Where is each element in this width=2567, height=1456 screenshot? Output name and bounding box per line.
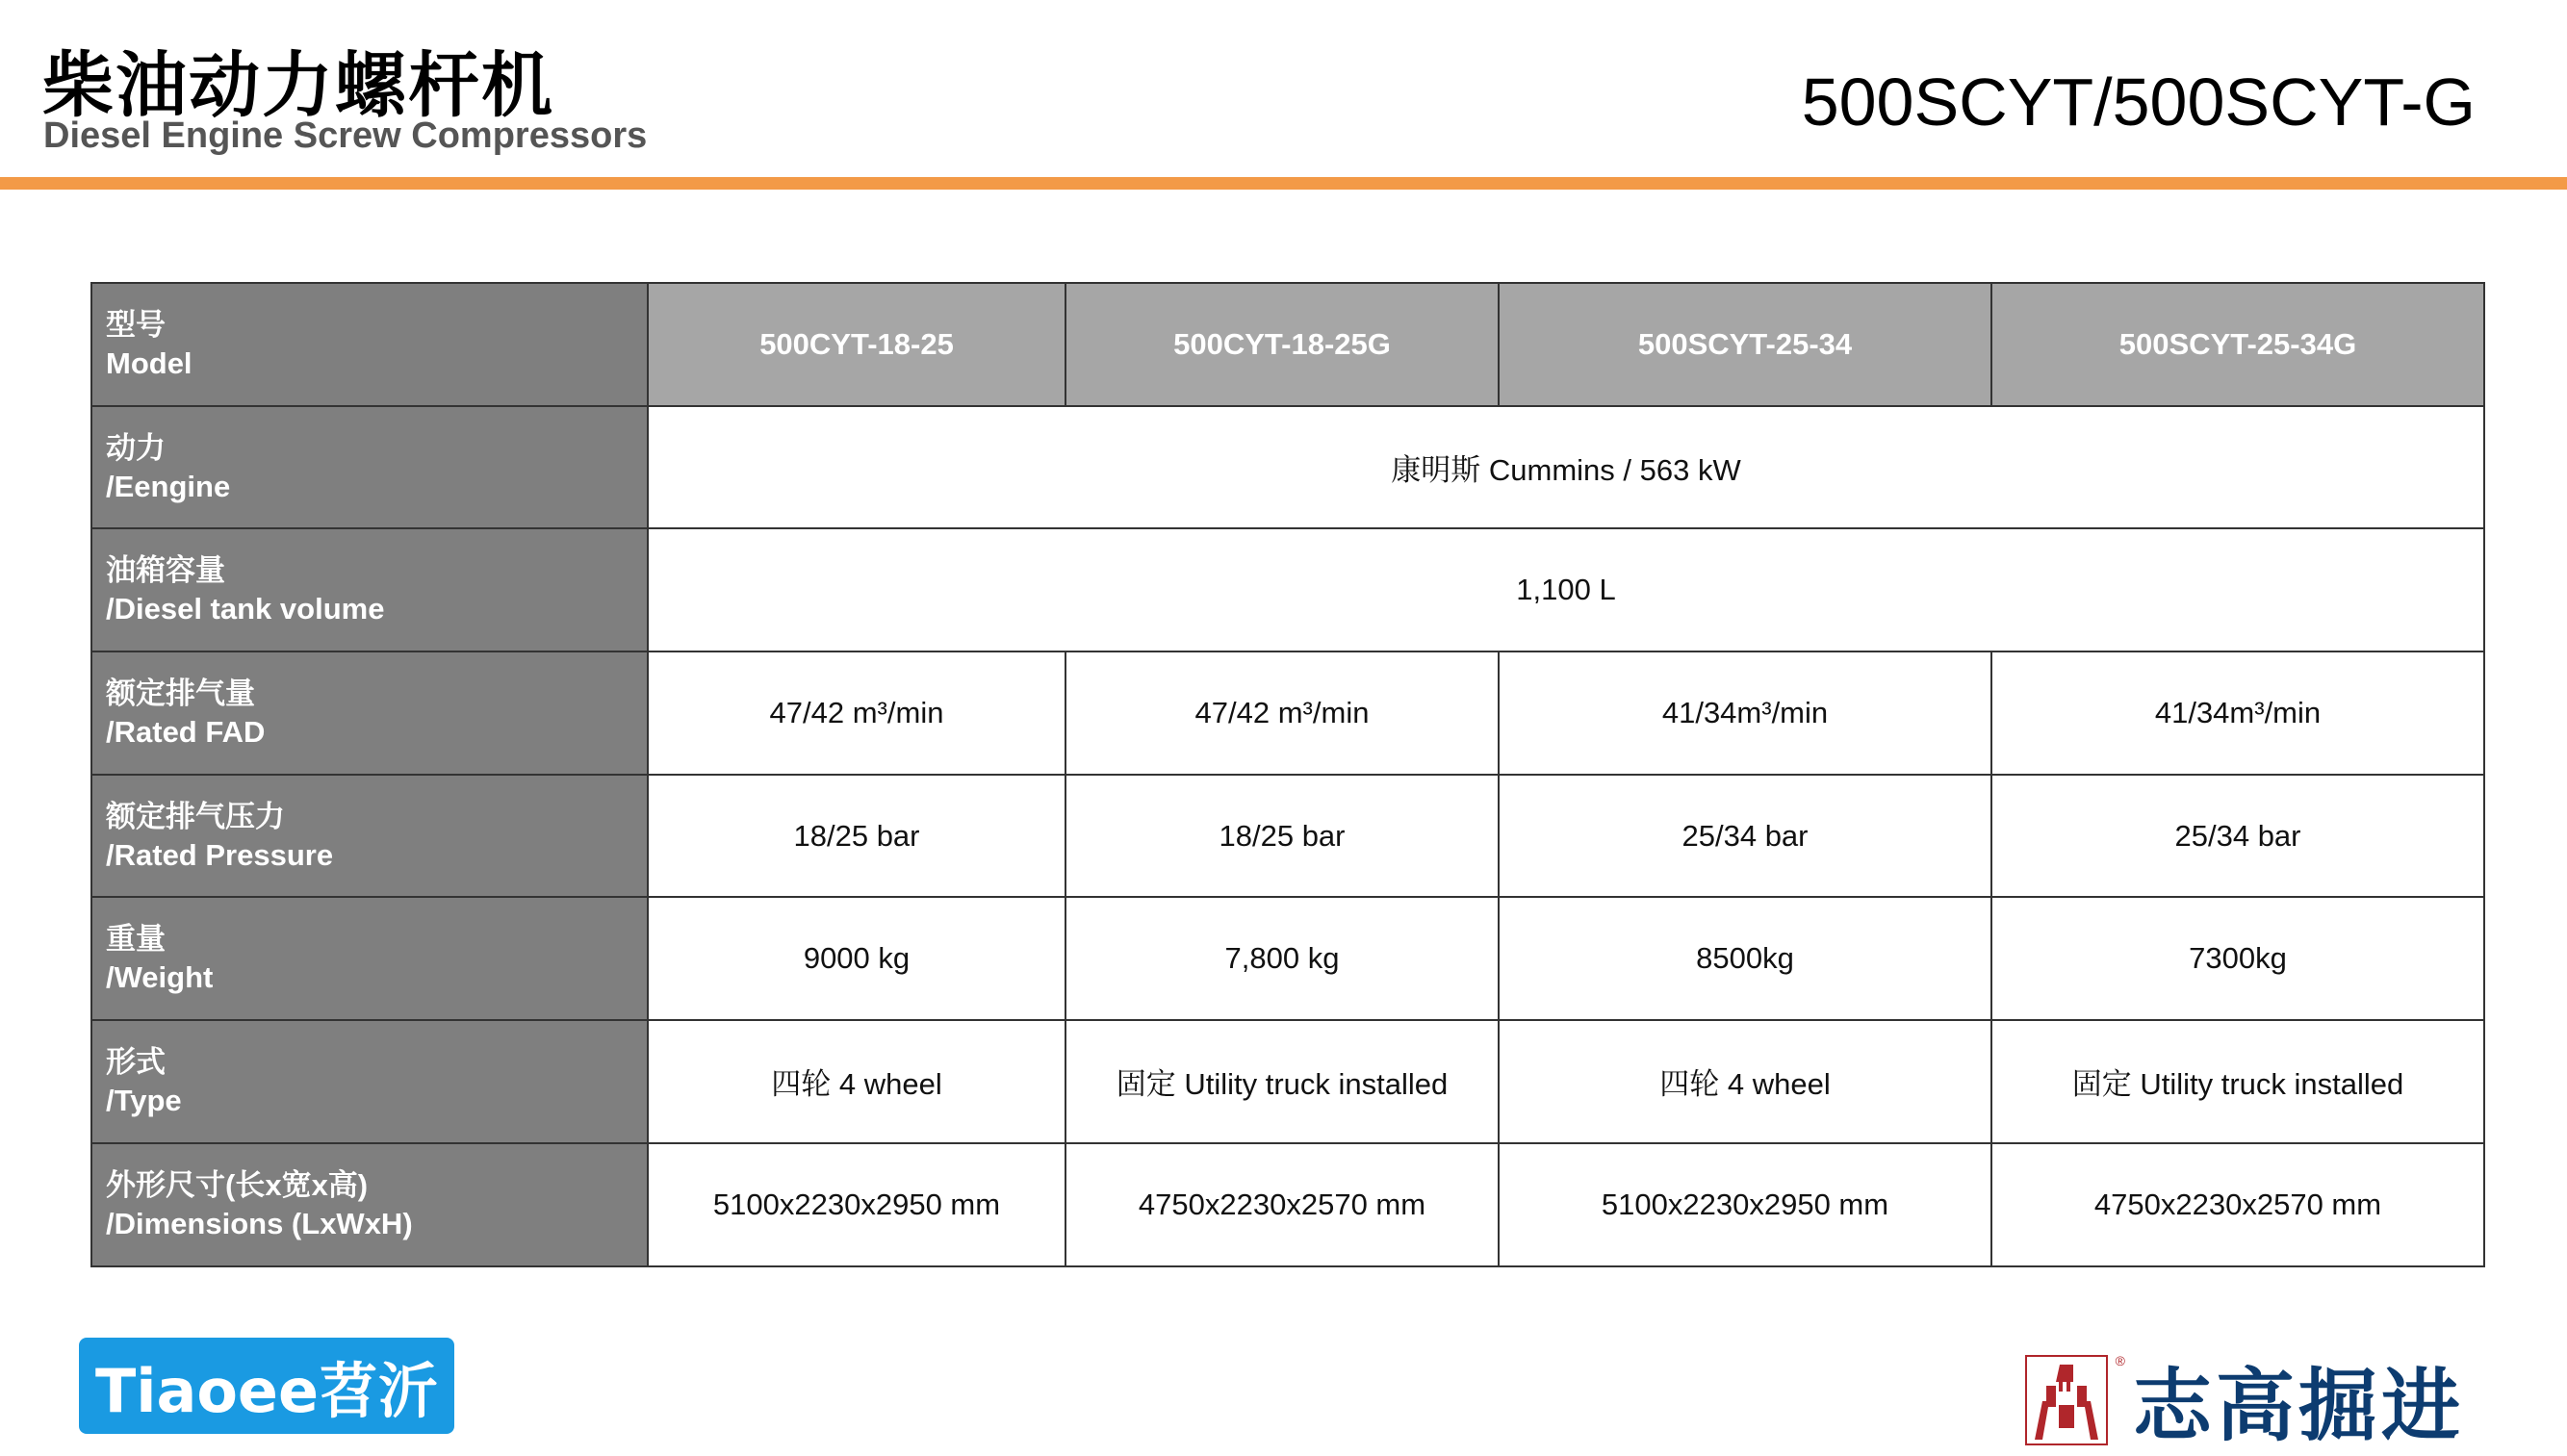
label-cn: 形式: [106, 1044, 166, 1079]
table-cell: 25/34 bar: [1991, 775, 2484, 898]
table-row: [91, 528, 2484, 651]
table-row: [91, 1020, 2484, 1143]
table-cell: 1,100 L: [648, 528, 2484, 651]
label-en: /Diesel tank volume: [106, 592, 385, 626]
row-label: [91, 897, 648, 1020]
table-cell: 47/42 m³/min: [648, 651, 1065, 775]
label-en: /Weight: [106, 960, 214, 995]
column-header: 500SCYT-25-34: [1499, 283, 1991, 406]
table-cell: 25/34 bar: [1499, 775, 1991, 898]
table-cell: 47/42 m³/min: [1065, 651, 1499, 775]
row-label: [91, 1143, 648, 1266]
label-en: /Rated FAD: [106, 714, 266, 749]
label-cn: 重量: [106, 922, 166, 957]
table-cell: 18/25 bar: [648, 775, 1065, 898]
table-cell: 41/34m³/min: [1499, 651, 1991, 775]
label-cn: 型号: [106, 307, 166, 342]
table-cell: 四轮 4 wheel: [648, 1020, 1065, 1143]
label-en: Model: [106, 345, 193, 380]
table-row: [91, 897, 2484, 1020]
table-row: [91, 775, 2484, 898]
row-label: [91, 528, 648, 651]
row-label: [91, 651, 648, 775]
tiaoee-logo: Tiaoee苕沂: [79, 1338, 454, 1434]
table-cell: 9000 kg: [648, 897, 1065, 1020]
label-cn: 额定排气压力: [106, 799, 285, 833]
table-cell: 7300kg: [1991, 897, 2484, 1020]
label-cn: 额定排气量: [106, 676, 255, 710]
label-en: /Type: [106, 1083, 182, 1117]
table-cell: 4750x2230x2570 mm: [1065, 1143, 1499, 1266]
spec-table: [90, 282, 2485, 1267]
zhigao-brand-text: 志高掘进: [2133, 1361, 2465, 1452]
zhigao-emblem-icon: [2025, 1352, 2125, 1445]
label-en: /Rated Pressure: [106, 837, 334, 872]
table-cell: 8500kg: [1499, 897, 1991, 1020]
table-cell: 康明斯 Cummins / 563 kW: [648, 406, 2484, 529]
table-row: [91, 1143, 2484, 1266]
label-cn: 油箱容量: [106, 553, 225, 588]
table-row: [91, 406, 2484, 529]
row-label: [91, 775, 648, 898]
label-en: /Eengine: [106, 469, 231, 503]
label-cn: 外形尺寸(长x宽x高): [106, 1167, 369, 1202]
table-row: [91, 651, 2484, 775]
label-en: /Dimensions (LxWxH): [106, 1206, 413, 1240]
column-header: 500SCYT-25-34G: [1991, 283, 2484, 406]
table-header-row: [91, 283, 2484, 406]
table-cell: 41/34m³/min: [1991, 651, 2484, 775]
model-series-title: 500SCYT/500SCYT-G: [1801, 64, 2476, 140]
row-label: [91, 406, 648, 529]
column-header: 500CYT-18-25G: [1065, 283, 1499, 406]
accent-divider: [0, 177, 2567, 190]
table-cell: 5100x2230x2950 mm: [648, 1143, 1065, 1266]
table-cell: 7,800 kg: [1065, 897, 1499, 1020]
registered-mark: ®: [2115, 1352, 2125, 1368]
zhigao-logo: [2025, 1343, 2464, 1456]
row-label: [91, 1020, 648, 1143]
table-cell: 5100x2230x2950 mm: [1499, 1143, 1991, 1266]
label-cn: 动力: [106, 430, 166, 465]
row-label: [91, 283, 648, 406]
table-cell: 4750x2230x2570 mm: [1991, 1143, 2484, 1266]
page-title-en: Diesel Engine Screw Compressors: [43, 115, 648, 156]
page-title-cn: 柴油动力螺杆机: [42, 44, 554, 127]
table-cell: 固定 Utility truck installed: [1991, 1020, 2484, 1143]
table-cell: 固定 Utility truck installed: [1065, 1020, 1499, 1143]
table-cell: 四轮 4 wheel: [1499, 1020, 1991, 1143]
table-cell: 18/25 bar: [1065, 775, 1499, 898]
column-header: 500CYT-18-25: [648, 283, 1065, 406]
